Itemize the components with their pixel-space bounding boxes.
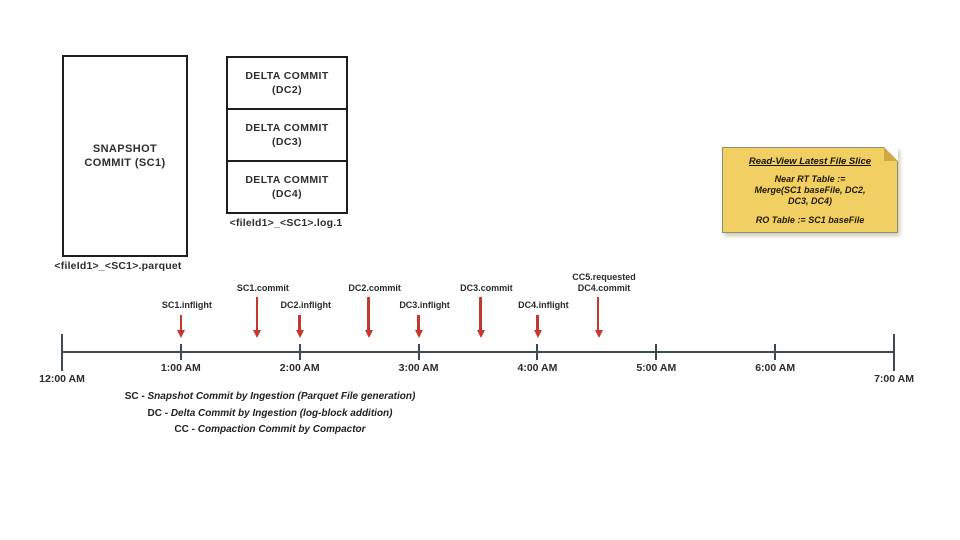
event-label-3 — [241, 300, 371, 311]
event-arrow-line-1 — [180, 315, 183, 330]
event-label-5 — [360, 300, 490, 311]
timeline-tick-3-00-AM — [418, 344, 420, 360]
legend-prefix-1: SC - — [124, 391, 148, 402]
event-label-line-6-1: DC3.commit — [460, 283, 513, 293]
sticky-note-title: Read-View Latest File Slice — [748, 156, 872, 167]
event-arrow-line-8 — [597, 297, 600, 330]
sticky-note-body-line-1: Near RT Table := — [774, 174, 846, 184]
event-arrow-head-1 — [177, 330, 185, 338]
event-label-line-8-1: CC5.requested — [572, 272, 636, 282]
parquet-file-caption: <fileId1>_<SC1>.parquet — [54, 260, 182, 272]
snapshot-commit-label-line2: COMMIT (SC1) — [84, 157, 166, 169]
delta-commit-cell-line2: (DC2) — [272, 84, 302, 96]
legend-text-3: Compaction Commit by Compactor — [197, 424, 366, 435]
event-label-line-4-1: DC2.commit — [348, 283, 401, 293]
event-label-line-5-1: DC3.inflight — [399, 300, 450, 310]
event-label-7 — [478, 300, 608, 311]
event-label-6 — [421, 283, 551, 294]
event-label-line-2-1: SC1.commit — [236, 283, 289, 293]
event-label-2 — [198, 283, 328, 294]
timeline-label-1-00-AM: 1:00 AM — [160, 362, 201, 374]
delta-commit-cell-line1: DELTA COMMIT — [245, 122, 329, 134]
timeline-label-3-00-AM: 3:00 AM — [398, 362, 439, 374]
event-arrow-head-5 — [415, 330, 423, 338]
sticky-note-body — [728, 174, 892, 207]
legend-text-2: Delta Commit by Ingestion (log-block addition) — [170, 407, 393, 419]
legend-text-1: Snapshot Commit by Ingestion (Parquet File generation) — [147, 391, 416, 402]
sticky-note-ro-line: RO Table := SC1 baseFile — [755, 215, 865, 225]
timeline-label-12-00-AM: 12:00 AM — [39, 373, 85, 385]
delta-commit-stack — [226, 56, 348, 214]
snapshot-commit-box — [62, 55, 188, 257]
event-arrow-line-5 — [417, 315, 420, 330]
legend-item-2 — [60, 408, 480, 419]
delta-commit-cell-line1: DELTA COMMIT — [245, 174, 329, 186]
delta-commit-cell-4 — [228, 162, 346, 212]
log-file-caption: <fileId1>_<SC1>.log.1 — [229, 217, 343, 229]
timeline-label-4-00-AM: 4:00 AM — [517, 362, 558, 374]
event-arrow-head-4 — [365, 330, 373, 338]
event-label-line-8-2: DC4.commit — [577, 282, 631, 293]
legend-item-1 — [60, 391, 480, 402]
timeline-label-5-00-AM: 5:00 AM — [636, 362, 677, 374]
read-view-sticky-note — [722, 147, 898, 233]
event-arrow-line-3 — [298, 315, 301, 330]
timeline-label-2-00-AM: 2:00 AM — [279, 362, 320, 374]
event-label-line-1-1: SC1.inflight — [161, 300, 212, 310]
event-arrow-head-7 — [534, 330, 542, 338]
timeline-tick-7-00-AM — [893, 334, 895, 371]
legend — [60, 391, 480, 441]
event-label-line-7-1: DC4.inflight — [518, 300, 569, 310]
timeline-tick-5-00-AM — [655, 344, 657, 360]
timeline-tick-2-00-AM — [299, 344, 301, 360]
legend-prefix-2: DC - — [147, 407, 171, 419]
event-label-4 — [310, 283, 440, 294]
timeline-tick-12-00-AM — [61, 334, 63, 371]
event-arrow-head-6 — [477, 330, 485, 338]
event-arrow-head-3 — [296, 330, 304, 338]
event-label-line-3-1: DC2.inflight — [280, 300, 331, 310]
delta-commit-cell-line2: (DC4) — [272, 188, 302, 200]
event-label-8 — [539, 272, 669, 293]
timeline-label-7-00-AM: 7:00 AM — [874, 373, 914, 385]
timeline-tick-4-00-AM — [536, 344, 538, 360]
sticky-note-body-line-2: Merge(SC1 baseFile, DC2, — [754, 185, 866, 195]
timeline-tick-1-00-AM — [180, 344, 182, 360]
event-label-1 — [122, 300, 252, 311]
legend-prefix-3: CC - — [174, 424, 198, 435]
delta-commit-cell-3 — [228, 110, 346, 162]
event-arrow-head-2 — [253, 330, 261, 338]
delta-commit-cell-line1: DELTA COMMIT — [245, 70, 329, 82]
timeline-axis — [62, 351, 894, 353]
event-arrow-head-8 — [595, 330, 603, 338]
delta-commit-cell-line2: (DC3) — [272, 136, 302, 148]
sticky-note-body-line-3: DC3, DC4) — [787, 196, 832, 206]
timeline-tick-6-00-AM — [774, 344, 776, 360]
legend-item-3 — [60, 424, 480, 435]
timeline-label-6-00-AM: 6:00 AM — [755, 362, 796, 374]
delta-commit-cell-2 — [228, 58, 346, 110]
snapshot-commit-label-line1: SNAPSHOT — [92, 143, 158, 155]
event-arrow-line-7 — [536, 315, 539, 330]
